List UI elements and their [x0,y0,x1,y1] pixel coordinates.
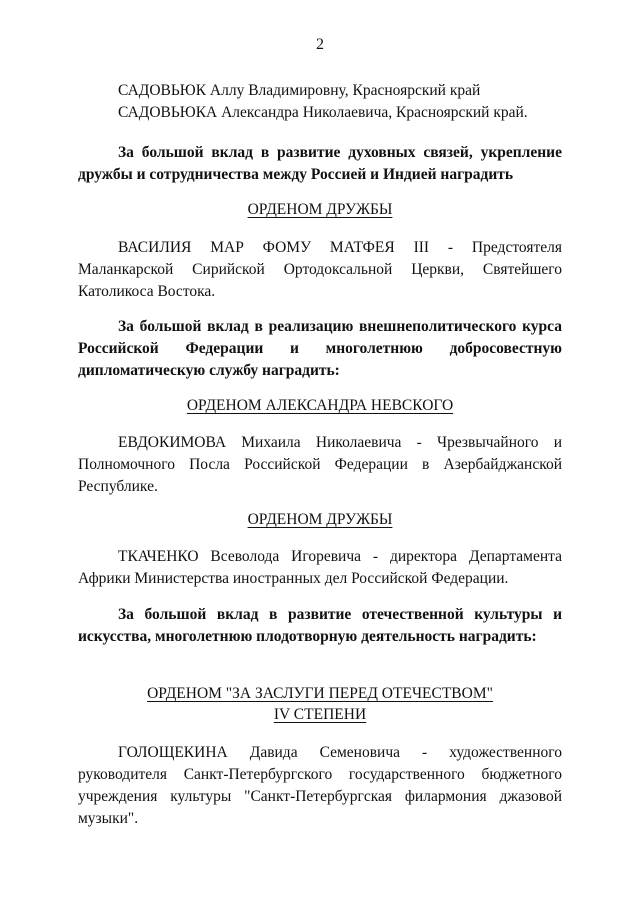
award-reason-heading: За большой вклад в развитие отечественной культуры и искусства, многолетнюю плодотворную деятельность наградить: [78,606,562,645]
recipient-paragraph: ЕВДОКИМОВА Михаила Николаевича - Чрезвычайного и Полномочного Посла Российской Федерации в Азербайджанской Республике. [78,434,562,495]
award-reason-heading: За большой вклад в развитие духовных связей, укрепление дружбы и сотрудничества между Россией и Индией наградить [78,144,562,183]
order-name: ОРДЕНОМ ДРУЖБЫ [247,511,393,528]
order-name: ОРДЕНОМ "ЗА ЗАСЛУГИ ПЕРЕД ОТЕЧЕСТВОМ" [147,685,493,702]
recipient-paragraph: ГОЛОЩЕКИНА Давида Семеновича - художественного руководителя Санкт-Петербургского государственного бюджетного учреждения культуры "Санкт-Петербургская филармония джазовой музыки". [78,744,562,827]
order-name: ОРДЕНОМ АЛЕКСАНДРА НЕВСКОГО [186,397,454,414]
award-recipient-line: САДОВЬЮК Аллу Владимировну, Красноярский край [118,82,481,99]
order-name: ОРДЕНОМ ДРУЖБЫ [247,201,393,218]
recipient-paragraph: ВАСИЛИЯ МАР ФОМУ МАТФЕЯ III - Предстоятеля Маланкарской Сирийской Ортодоксальной Церкви, Святейшего Католикоса Востока. [78,239,562,300]
recipient-paragraph: ТКАЧЕНКО Всеволода Игоревича - директора Департамента Африки Министерства иностранных дел Российской Федерации. [78,548,562,587]
award-reason-heading: За большой вклад в реализацию внешнеполитического курса Российской Федерации и многолетнюю добросовестную дипломатическую службу наградить: [78,318,562,379]
award-recipient-line: САДОВЬЮКА Александра Николаевича, Красноярский край. [118,104,528,121]
order-degree: IV СТЕПЕНИ [273,706,367,723]
page-number: 2 [316,36,324,53]
